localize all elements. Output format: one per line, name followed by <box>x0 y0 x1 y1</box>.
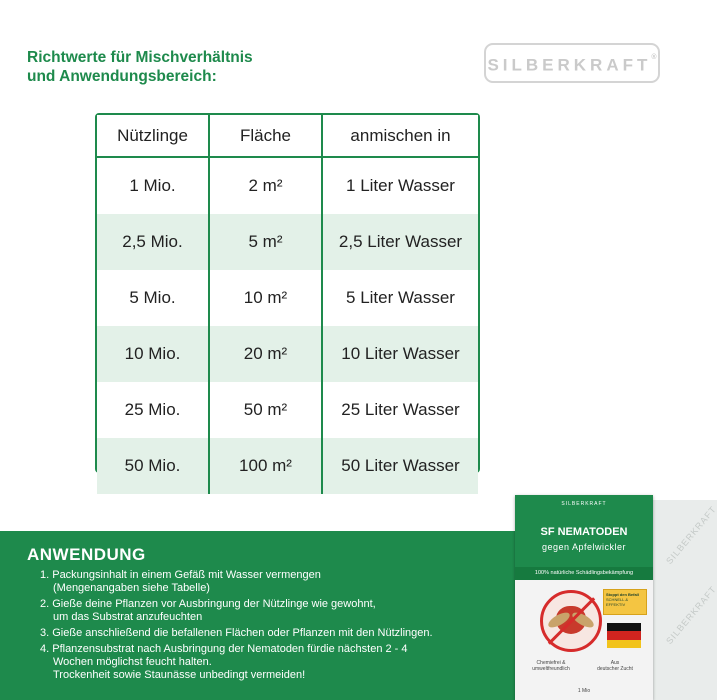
table-row <box>97 270 478 326</box>
step-line: (Mengenangaben siehe Tabelle) <box>53 582 210 594</box>
note-line: Chemiefrei & <box>536 660 566 666</box>
cell-anmischen: 10 Liter Wasser <box>322 326 478 382</box>
badge-line: SCHNELL & EFFEKTIV <box>606 597 629 607</box>
product-package <box>515 495 653 700</box>
step-line: um das Substrat anzufeuchten <box>53 611 203 623</box>
header-flaeche: Fläche <box>209 115 322 157</box>
step-line: Wochen möglichst feucht halten. <box>53 656 212 668</box>
package-size: 1 Mio <box>577 688 591 694</box>
brand-logo-text: SILBERKRAFT <box>487 55 652 75</box>
page-heading <box>27 48 253 86</box>
step-line: 3. Gieße anschließend die befallenen Flächen oder Pflanzen mit den Nützlingen. <box>40 627 433 639</box>
step-line: Trockenheit sowie Staunässe unbedingt vermeiden! <box>53 669 306 681</box>
cell-anmischen: 50 Liter Wasser <box>322 438 478 494</box>
step-item <box>40 627 540 640</box>
package-strip: 100% natürliche Schädlingsbekämpfung <box>515 567 653 580</box>
cell-nuetzlinge: 50 Mio. <box>97 438 209 494</box>
step-item <box>40 598 540 624</box>
flag-stripe <box>607 640 641 648</box>
step-line: 4. Pflanzensubstrat nach Ausbringung der Nematoden fürdie nächsten 2 - 4 <box>40 643 408 655</box>
cell-nuetzlinge: 1 Mio. <box>129 176 176 195</box>
package-title: SF NEMATODEN <box>540 526 628 538</box>
package-badge <box>603 589 647 615</box>
package-subtitle: gegen Apfelwickler <box>541 542 627 552</box>
cell-flaeche: 5 m² <box>209 214 322 270</box>
table-row <box>97 214 478 270</box>
header-nuetzlinge: Nützlinge <box>97 115 209 157</box>
cell-nuetzlinge: 5 Mio. <box>129 288 176 307</box>
cell-anmischen: 5 Liter Wasser <box>322 270 478 326</box>
cell-flaeche: 50 m² <box>209 382 322 438</box>
cell-flaeche: 100 m² <box>209 438 322 494</box>
cell-anmischen: 25 Liter Wasser <box>322 382 478 438</box>
package-back <box>646 500 717 700</box>
flag-stripe <box>607 631 641 639</box>
cell-anmischen: 1 Liter Wasser <box>322 157 478 214</box>
anwendung-steps <box>22 569 540 685</box>
brand-logo <box>484 43 660 83</box>
table-row <box>97 382 478 438</box>
badge-line: Stoppt den Befall <box>606 592 639 597</box>
anwendung-title: ANWENDUNG <box>27 545 146 564</box>
german-flag-icon <box>607 623 641 648</box>
step-line: 1. Packungsinhalt in einem Gefäß mit Wasser vermengen <box>40 569 321 581</box>
table-header-row <box>97 115 478 157</box>
table-row <box>97 438 478 494</box>
note-line: deutscher Zucht <box>597 666 633 672</box>
package-note-chemiefrei <box>527 660 575 672</box>
heading-line-2: und Anwendungsbereich: <box>27 68 217 85</box>
table-row <box>97 326 478 382</box>
step-item <box>40 643 540 682</box>
cell-nuetzlinge: 2,5 Mio. <box>97 214 209 270</box>
note-line: umweltfreundlich <box>532 666 570 672</box>
step-line: 2. Gieße deine Pflanzen vor Ausbringung der Nützlinge wie gewohnt, <box>40 598 376 610</box>
package-back-text: SILBERKRAFT <box>664 504 718 566</box>
mixing-table <box>95 113 480 473</box>
table-row <box>97 157 478 214</box>
package-brand: SILBERKRAFT <box>561 501 607 507</box>
cell-flaeche: 10 m² <box>209 270 322 326</box>
note-line: Aus <box>610 660 620 666</box>
package-back-text: SILBERKRAFT <box>664 584 718 646</box>
cell-flaeche: 20 m² <box>209 326 322 382</box>
package-note-zucht <box>595 660 635 672</box>
flag-stripe <box>607 623 641 631</box>
cell-flaeche: 2 m² <box>209 157 322 214</box>
cell-anmischen: 2,5 Liter Wasser <box>322 214 478 270</box>
heading-line-1: Richtwerte für Mischverhältnis <box>27 49 253 66</box>
cell-nuetzlinge: 10 Mio. <box>97 326 209 382</box>
cell-nuetzlinge: 25 Mio. <box>124 400 181 419</box>
step-item <box>40 569 540 595</box>
header-anmischen: anmischen in <box>322 115 478 157</box>
registered-mark: ® <box>651 54 657 61</box>
pest-prohibited-icon <box>540 590 602 652</box>
package-header <box>515 495 653 567</box>
